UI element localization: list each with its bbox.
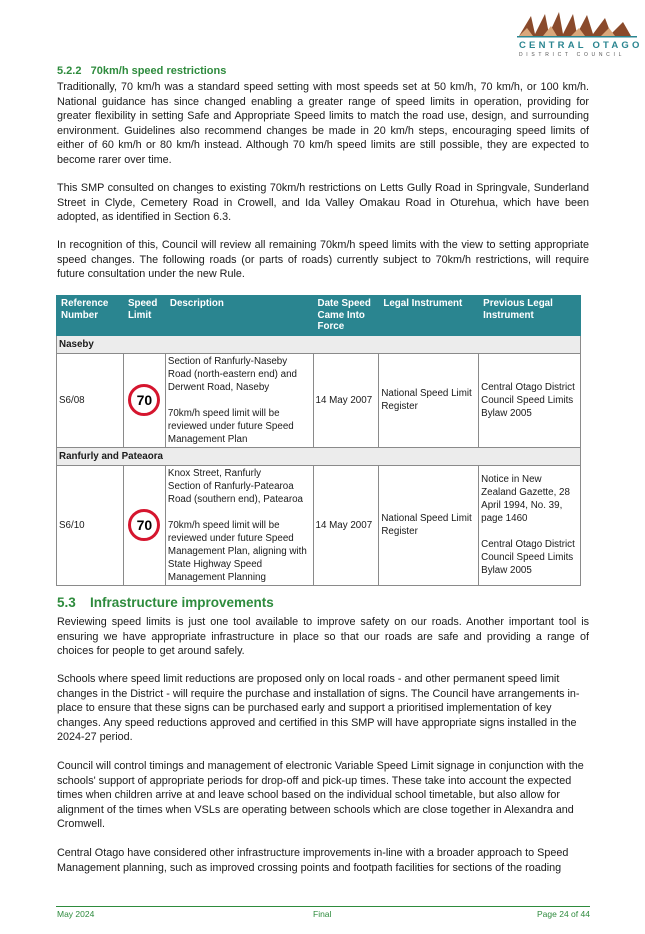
column-header: Previous Legal Instrument <box>479 296 581 336</box>
speed-limit-cell <box>123 353 165 447</box>
table-row <box>57 465 581 585</box>
description-location: Knox Street, Ranfurly Section of Ranfurly-Patearoa Road (southern end), Patearoa <box>167 467 303 505</box>
date-in-force: 14 May 2007 <box>313 465 379 585</box>
description-note: 70km/h speed limit will be reviewed under future Speed Management Plan <box>167 407 294 445</box>
group-label: Ranfurly and Pateaora <box>57 447 581 465</box>
footer-page-number: Page 24 of 44 <box>537 909 590 919</box>
paragraph: Traditionally, 70 km/h was a standard speed setting with most speeds set at 50 km/h, 70 km/h, or 100 km/h. National guidance has since changed enabling a greater range of speed limits in operation, providing for greater flexibility in setting Safe and Appropriate Speed limits to match the road use, design, and surrounding environment. Guidelines also recommend changes be made in 20 km/h steps, encouraging speed limits of either of 60 km/h or 80 km/h instead. Although 70 km/h speed limits are still possible, they are expected to become rarer over time. <box>57 81 589 166</box>
previous-legal-instrument: Central Otago District Council Speed Limits Bylaw 2005 <box>479 353 581 447</box>
column-header: Speed Limit <box>123 296 165 336</box>
logo-wordmark: CENTRAL OTAGO <box>519 40 643 51</box>
description-cell <box>165 353 313 447</box>
legal-instrument: National Speed Limit Register <box>379 465 479 585</box>
group-row <box>57 335 581 353</box>
paragraph: Council will control timings and management of electronic Variable Speed Limit signage in conjunction with the schools' support of appropriate periods for drop-off and pick-up times. These take into account the expected times when children arrive at and leave school based on the individual school timetable, but also allow for alignment of the times when VSLs are operating between schools which are close together in Alexandra and Cromwell. <box>57 760 584 830</box>
table-row <box>57 353 581 447</box>
section-title: Infrastructure improvements <box>90 595 274 610</box>
description-location: Section of Ranfurly-Naseby Road (north-eastern end) and Derwent Road, Naseby <box>167 355 297 393</box>
previous-instrument-gazette: Notice in New Zealand Gazette, 28 April 1994, No. 39, page 1460 <box>481 474 570 524</box>
previous-legal-instrument <box>479 465 581 585</box>
column-header: Reference Number <box>57 296 124 336</box>
speed-limit-cell <box>123 465 165 585</box>
paragraph: This SMP consulted on changes to existing 70km/h restrictions on Letts Gully Road in Springvale, Sunderland Street in Clyde, Cemetery Road in Crowell, and Ida Valley Omakau Road in Oturehua, which have been adopted, as identified in Section 6.3. <box>57 182 589 223</box>
reference-number: S6/10 <box>57 465 124 585</box>
group-row <box>57 447 581 465</box>
paragraph: Central Otago have considered other infrastructure improvements in-line with a broader approach to Speed Management planning, such as improved crossing points and footpath facilities for sections of the roading <box>57 847 569 874</box>
paragraph: Schools where speed limit reductions are proposed only on local roads - and other permanent speed limit changes in the District - will require the purchase and installation of signs. The Council have arrangements in-place to ensure that these signs can be purchased early and support a prioritised implementation of key changes. Any speed reductions approved and certified in this SMP will have appropriate signs installed in the 2024-27 period. <box>57 673 580 743</box>
footer-divider <box>56 906 590 907</box>
footer-date: May 2024 <box>57 909 95 919</box>
previous-instrument-bylaw: Central Otago District Council Speed Limits Bylaw 2005 <box>481 539 575 576</box>
table-header-row <box>57 296 581 336</box>
logo-subtitle: DISTRICT COUNCIL <box>519 52 626 58</box>
column-header: Description <box>165 296 313 336</box>
reference-number: S6/08 <box>57 353 124 447</box>
column-header: Date Speed Came Into Force <box>313 296 379 336</box>
description-cell <box>165 465 313 585</box>
column-header: Legal Instrument <box>379 296 479 336</box>
paragraph: In recognition of this, Council will review all remaining 70km/h speed limits with the view to setting appropriate speed changes. The following roads (or parts of roads) currently subject to 70km/h restrictions, will require future consultation under the new Rule. <box>57 239 589 280</box>
group-label: Naseby <box>57 335 581 353</box>
date-in-force: 14 May 2007 <box>313 353 379 447</box>
speed-sign-icon: 70 <box>128 509 160 541</box>
section-heading-53 <box>57 595 274 610</box>
section-number: 5.3 <box>57 595 76 610</box>
footer-status: Final <box>313 909 332 919</box>
speed-sign-icon: 70 <box>128 384 160 416</box>
description-note: 70km/h speed limit will be reviewed under future Speed Management Plan, aligning with State Highway Speed Management Planning <box>167 519 307 583</box>
speed-limit-table <box>56 295 581 586</box>
legal-instrument: National Speed Limit Register <box>379 353 479 447</box>
section-heading-522: 5.2.2 70km/h speed restrictions <box>57 65 227 77</box>
paragraph: Reviewing speed limits is just one tool available to improve safety on our roads. Another important tool is ensuring we have appropriate infrastructure in place so that our roads are safe and providing a range of choices for people to get around safely. <box>57 616 589 657</box>
